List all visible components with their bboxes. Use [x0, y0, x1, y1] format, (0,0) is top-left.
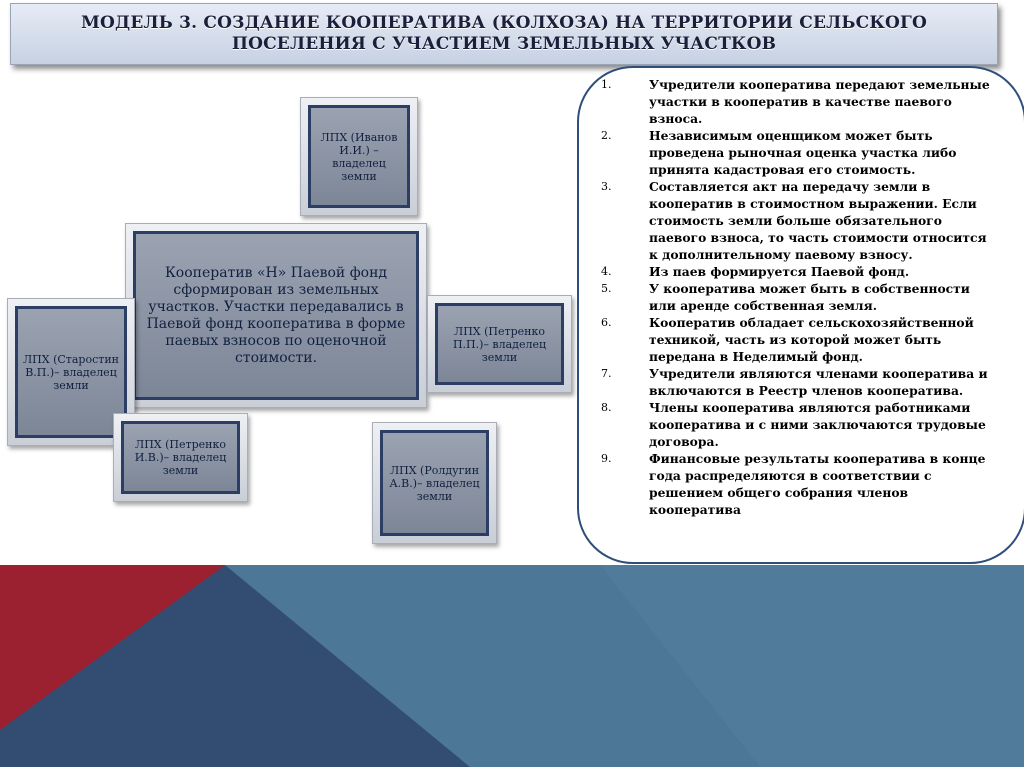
list-item-text: Члены кооператива являются работниками кооператива и с ними заключаются трудовые договора.	[649, 400, 986, 449]
box-cooperative-label: Кооператив «Н» Паевой фонд сформирован из земельных участков. Участки передавались в Паевой фонд кооператива в форме паевых взносов по оценочной стоимости.	[133, 231, 419, 400]
box-lph-ivanov-label: ЛПХ (Иванов И.И.) – владелец земли	[308, 105, 410, 208]
list-item	[601, 127, 996, 178]
list-item-number: 9.	[601, 452, 612, 465]
box-cooperative	[125, 223, 427, 408]
title-banner	[10, 3, 998, 65]
box-lph-petrenko-iv-label: ЛПХ (Петренко И.В.)– владелец земли	[121, 421, 240, 494]
list-item-number: 6.	[601, 316, 612, 329]
list-item-text: У кооператива может быть в собственности или аренде собственная земля.	[649, 281, 970, 313]
list-item-number: 8.	[601, 401, 612, 414]
box-lph-ivanov	[300, 97, 418, 216]
list-item	[601, 365, 996, 399]
list-item-text: Кооператив обладает сельскохозяйственной техникой, часть из которой может быть передана в Неделимый фонд.	[649, 315, 974, 364]
list-item-number: 1.	[601, 78, 612, 91]
list-item-number: 3.	[601, 180, 612, 193]
list-item-text: Независимым оценщиком может быть проведена рыночная оценка участка либо принята кадастровая его стоимость.	[649, 128, 957, 177]
list-item-number: 7.	[601, 367, 612, 380]
box-lph-petrenko-iv	[113, 413, 248, 502]
list-item	[601, 178, 996, 263]
box-lph-roldugin	[372, 422, 497, 544]
box-lph-petrenko-pp-label: ЛПХ (Петренко П.П.)– владелец земли	[435, 303, 564, 385]
box-lph-roldugin-label: ЛПХ (Ролдугин А.В.)– владелец земли	[380, 430, 489, 536]
steps-panel	[577, 66, 1024, 564]
box-lph-petrenko-pp	[427, 295, 572, 393]
list-item-number: 4.	[601, 265, 612, 278]
list-item-number: 2.	[601, 129, 612, 142]
list-item	[601, 399, 996, 450]
list-item-number: 5.	[601, 282, 612, 295]
list-item-text: Составляется акт на передачу земли в кооператив в стоимостном выражении. Если стоимость земли больше обязательного паевого взноса, то часть стоимости относится к дополнительному паевому взносу.	[649, 179, 987, 262]
list-item	[601, 76, 996, 127]
list-item	[601, 280, 996, 314]
steps-list	[601, 76, 996, 518]
list-item-text: Финансовые результаты кооператива в конце года распределяются в соответствии с решением общего собрания членов кооператива	[649, 451, 986, 517]
list-item	[601, 450, 996, 518]
list-item-text: Учредители кооператива передают земельные участки в кооператив в качестве паевого взноса.	[649, 77, 990, 126]
list-item	[601, 263, 996, 280]
list-item-text: Из паев формируется Паевой фонд.	[649, 264, 910, 279]
box-lph-starostin-label: ЛПХ (Старостин В.П.)– владелец земли	[15, 306, 127, 438]
list-item-text: Учредители являются членами кооператива и включаются в Реестр членов кооператива.	[649, 366, 988, 398]
list-item	[601, 314, 996, 365]
page-title: МОДЕЛЬ 3. СОЗДАНИЕ КООПЕРАТИВА (КОЛХОЗА) НА ТЕРРИТОРИИ СЕЛЬСКОГО ПОСЕЛЕНИЯ С УЧАСТИЕМ ЗЕМЕЛЬНЫХ УЧАСТКОВ	[81, 13, 927, 54]
